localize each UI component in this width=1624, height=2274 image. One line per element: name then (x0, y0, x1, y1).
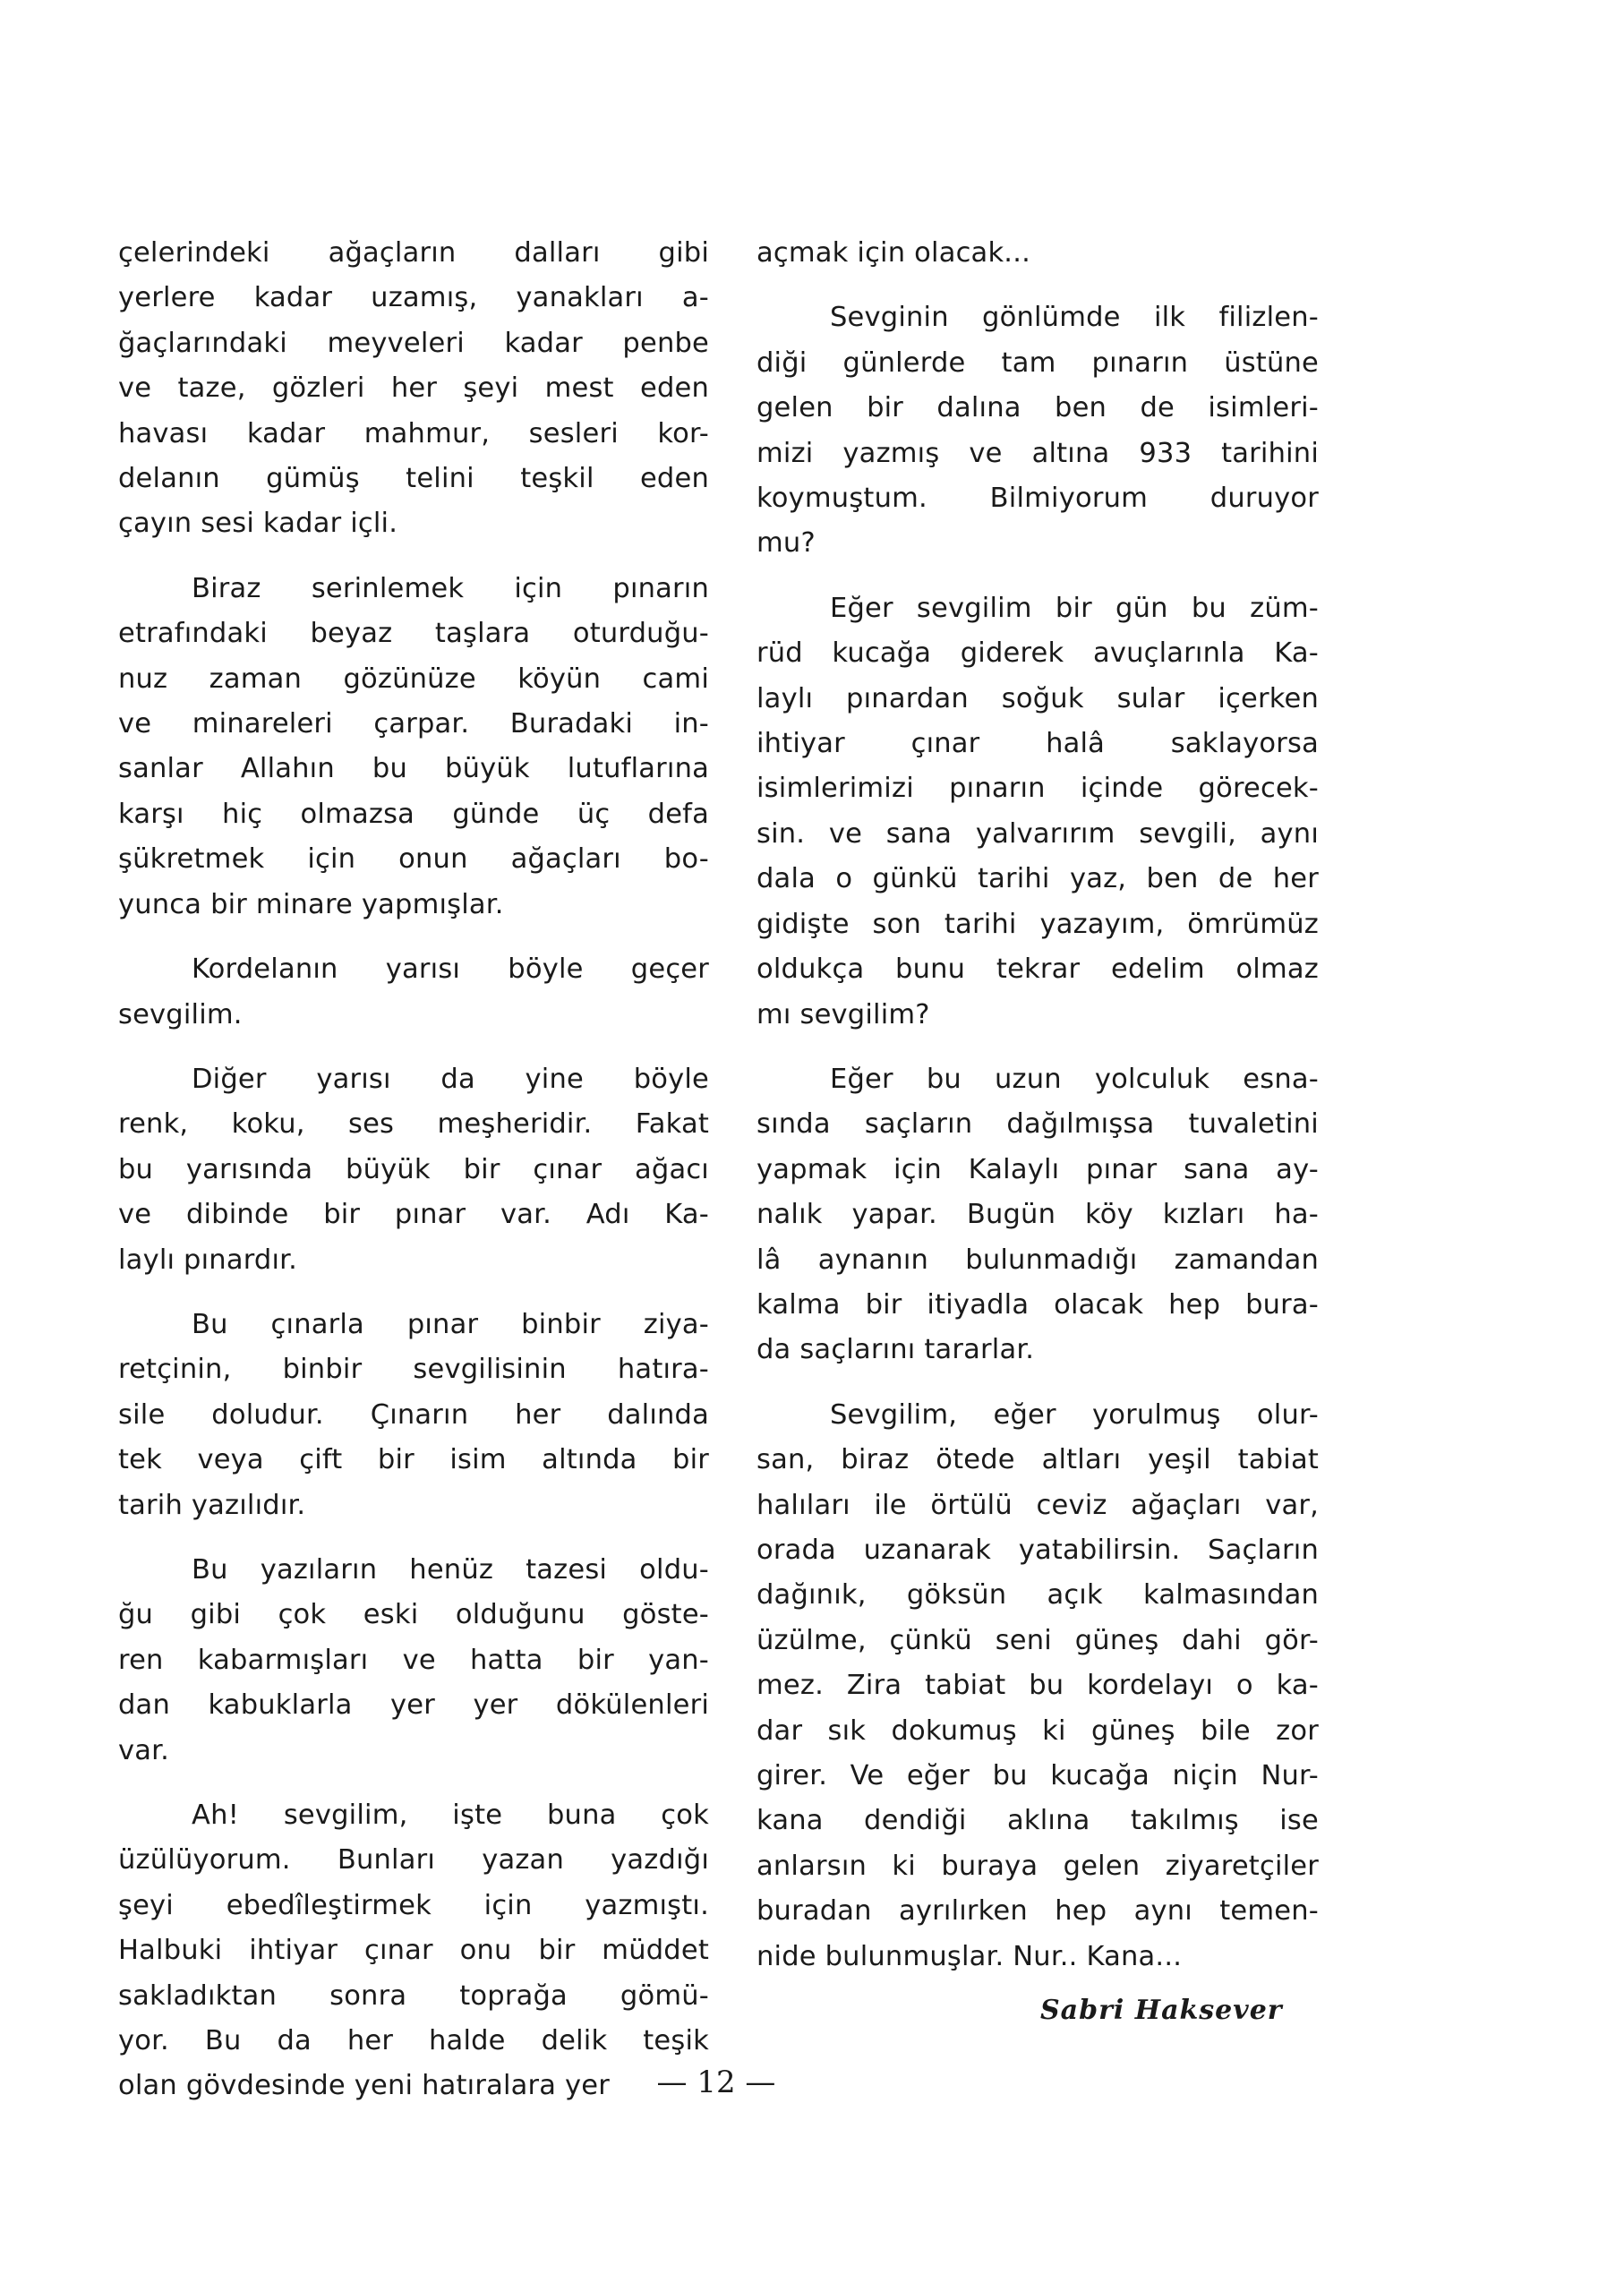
text-line: gelen bir dalına ben de isimleri- (756, 392, 1319, 424)
paragraph (756, 295, 1319, 566)
text-line: dağınık, göksün açık kalmasından (756, 1579, 1319, 1611)
text-line: sında saçların dağılmışsa tuvaletini (756, 1108, 1319, 1141)
text-line: da saçlarını tararlar. (756, 1334, 1035, 1366)
text-line: sin. ve sana yalvarırım sevgili, aynı (756, 817, 1319, 850)
text-line: orada uzanarak yatabilirsin. Saçların (756, 1534, 1319, 1566)
text-line: ğu gibi çok eski olduğunu göste- (118, 1599, 709, 1631)
text-line: Halbuki ihtiyar çınar onu bir müddet (118, 1935, 709, 1967)
paragraph (118, 947, 709, 1038)
text-line: şeyi ebedîleştirmek için yazmıştı. (118, 1889, 709, 1921)
text-line: retçinin, binbir sevgilisinin hatıra- (118, 1354, 709, 1386)
author-signature: Sabri Haksever (1040, 1995, 1283, 2026)
text-line: yor. Bu da her halde delik teşik (118, 2025, 709, 2057)
text-line: sanlar Allahın bu büyük lutuflarına (118, 753, 709, 785)
text-line: çayın sesi kadar içli. (118, 508, 398, 540)
text-line: Bu çınarla pınar binbir ziya- (192, 1308, 709, 1340)
paragraph (756, 586, 1319, 1038)
paragraph (756, 1393, 1319, 1979)
text-line: ren kabarmışları ve hatta bir yan- (118, 1644, 709, 1676)
paragraph (118, 1793, 709, 2109)
text-line: ğaçlarındaki meyveleri kadar penbe (118, 327, 709, 359)
text-line: dar sık dokumuş ki güneş bile zor (756, 1714, 1319, 1747)
text-line: kalma bir itiyadla olacak hep bura- (756, 1288, 1319, 1321)
text-line: san, biraz ötede altları yeşil tabiat (756, 1444, 1319, 1476)
text-line: ve taze, gözleri her şeyi mest eden (118, 372, 709, 405)
text-line: gidişte son tarihi yazayım, ömrümüz (756, 908, 1319, 940)
text-line: nuz zaman gözünüze köyün cami (118, 663, 709, 695)
text-line: anlarsın ki buraya gelen ziyaretçiler (756, 1850, 1319, 1882)
text-line: yapmak için Kalaylı pınar sana ay- (756, 1153, 1319, 1185)
text-line: var. (118, 1734, 169, 1766)
text-line: tarih yazılıdır. (118, 1489, 306, 1521)
text-line: sakladıktan sonra toprağa gömü- (118, 1979, 709, 2012)
text-line: lâ aynanın bulunmadığı zamandan (756, 1244, 1319, 1276)
text-line: rüd kucağa giderek avuçlarınla Ka- (756, 637, 1319, 670)
text-line: oldukça bunu tekrar edelim olmaz (756, 953, 1319, 986)
text-line: buradan ayrılırken hep aynı temen- (756, 1895, 1319, 1928)
paragraph (756, 1057, 1319, 1373)
text-line: Ah! sevgilim, işte buna çok (192, 1800, 709, 1831)
text-line: sevgilim. (118, 998, 243, 1030)
text-line: şükretmek için onun ağaçları bo- (118, 843, 709, 876)
paragraph (118, 1057, 709, 1283)
text-line: dan kabuklarla yer yer dökülenleri (118, 1689, 709, 1722)
text-line: Biraz serinlemek için pınarın (192, 572, 709, 604)
page-number: — 12 — (656, 2065, 776, 2100)
text-line: nide bulunmuşlar. Nur.. Kana... (756, 1940, 1183, 1972)
text-line: karşı hiç olmazsa günde üç defa (118, 798, 709, 830)
text-line: yerlere kadar uzamış, yanakları a- (118, 282, 709, 314)
text-line: mez. Zira tabiat bu kordelayı o ka- (756, 1670, 1319, 1702)
left-column (118, 231, 709, 2109)
text-line: ve minareleri çarpar. Buradaki in- (118, 708, 709, 740)
text-line: isimlerimizi pınarın içinde görecek- (756, 773, 1319, 805)
text-line: girer. Ve eğer bu kucağa niçin Nur- (756, 1760, 1319, 1791)
text-line: delanın gümüş telini teşkil eden (118, 463, 709, 495)
text-line: tek veya çift bir isim altında bir (118, 1444, 709, 1476)
paragraph (118, 1548, 709, 1774)
text-line: havası kadar mahmur, sesleri kor- (118, 417, 709, 449)
text-line: diği günlerde tam pınarın üstüne (756, 346, 1319, 379)
text-line: koymuştum. Bilmiyorum duruyor (756, 483, 1319, 515)
text-line: olan gövdesinde yeni hatıralara yer (118, 2070, 611, 2102)
text-line: mu? (756, 527, 816, 560)
text-line: laylı pınardan soğuk sular içerken (756, 682, 1319, 714)
text-line: Eğer sevgilim bir gün bu züm- (830, 592, 1319, 624)
text-line: üzülüyorum. Bunları yazan yazdığı (118, 1844, 709, 1876)
text-line: Bu yazıların henüz tazesi oldu- (192, 1553, 709, 1586)
text-line: Eğer bu uzun yolculuk esna- (830, 1063, 1319, 1095)
text-line: Diğer yarısı da yine böyle (192, 1063, 709, 1095)
paragraph (756, 231, 1319, 276)
text-line: bu yarısında büyük bir çınar ağacı (118, 1153, 709, 1185)
text-line: nalık yapar. Bugün köy kızları ha- (756, 1199, 1319, 1231)
text-line: Sevgilim, eğer yorulmuş olur- (830, 1398, 1319, 1431)
text-line: açmak için olacak... (756, 237, 1030, 269)
text-line: halıları ile örtülü ceviz ağaçları var, (756, 1489, 1319, 1521)
text-line: üzülme, çünkü seni güneş dahi gör- (756, 1624, 1319, 1656)
text-line: dala o günkü tarihi yaz, ben de her (756, 863, 1319, 895)
text-line: çelerindeki ağaçların dalları gibi (118, 237, 709, 269)
right-column (756, 231, 1319, 1979)
text-line: ve dibinde bir pınar var. Adı Ka- (118, 1199, 709, 1231)
text-line: laylı pınardır. (118, 1244, 297, 1276)
text-line: yunca bir minare yapmışlar. (118, 888, 504, 920)
text-line: mı sevgilim? (756, 998, 930, 1030)
text-line: renk, koku, ses meşheridir. Fakat (118, 1108, 709, 1141)
paragraph (118, 567, 709, 928)
text-line: etrafındaki beyaz taşlara oturduğu- (118, 618, 709, 650)
text-line: Kordelanın yarısı böyle geçer (192, 953, 709, 986)
text-line: kana dendiği aklına takılmış ise (756, 1805, 1319, 1837)
text-line: Sevginin gönlümde ilk filizlen- (830, 302, 1319, 334)
text-line: ihtiyar çınar halâ saklayorsa (756, 728, 1319, 760)
paragraph (118, 231, 709, 547)
text-line: mizi yazmış ve altına 933 tarihini (756, 437, 1319, 469)
text-line: sile doludur. Çınarın her dalında (118, 1398, 709, 1431)
paragraph (118, 1303, 709, 1528)
